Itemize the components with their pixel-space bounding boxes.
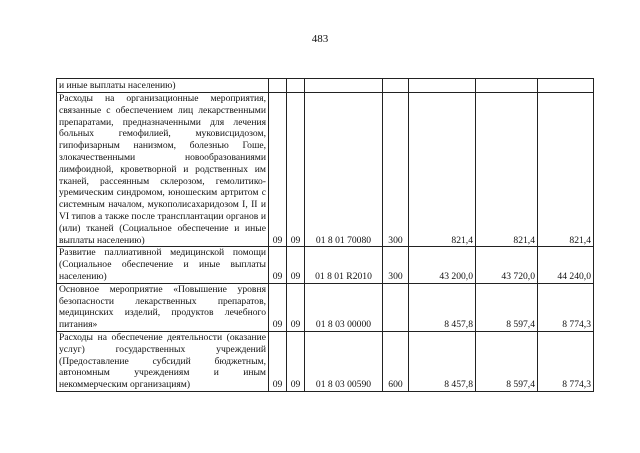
row-expense-type: 300 [383, 247, 409, 283]
table-row [57, 247, 594, 283]
row-section [269, 79, 287, 93]
row-name: Расходы на организационные мероприятия, связанные с обеспечением лиц лекарственными препаратами, предназначенными для лечения больных гемофилией, муковисцидозом, гипофизарным нанизмом, болезнью Гоше, злокачественными новообразованиями лимфоидной, кроветворной и родственных им тканей, рассеянным склерозом, гемолитико-уремическим синдромом, юношеским артритом с системным началом, мукополисахаридозом I, II и VI типов а также после трансплантации органов и (или) тканей (Социальное обеспечение и иные выплаты населению) [57, 93, 269, 247]
row-amount-year3: 821,4 [538, 93, 594, 247]
row-section: 09 [269, 331, 287, 391]
row-expense-type [383, 79, 409, 93]
row-name: Расходы на обеспечение деятельности (оказание услуг) государственных учреждений (Предоставление субсидий бюджетным, автономным учреждениям и иным некоммерческим организациям) [57, 331, 269, 391]
table-row [57, 283, 594, 331]
row-expense-type [383, 283, 409, 331]
row-amount-year3: 8 774,3 [538, 331, 594, 391]
row-amount-year1 [409, 79, 476, 93]
budget-table [56, 78, 594, 392]
row-amount-year2: 821,4 [476, 93, 538, 247]
row-subsection: 09 [287, 247, 305, 283]
row-target-code: 01 8 01 70080 [305, 93, 383, 247]
row-target-code: 01 8 03 00000 [305, 283, 383, 331]
row-subsection: 09 [287, 93, 305, 247]
row-name: Основное мероприятие «Повышение уровня безопасности лекарственных препаратов, медицинских изделий, продуктов лечебного питания» [57, 283, 269, 331]
row-amount-year1: 821,4 [409, 93, 476, 247]
row-amount-year3 [538, 79, 594, 93]
row-target-code [305, 79, 383, 93]
row-amount-year2: 8 597,4 [476, 283, 538, 331]
row-expense-type: 300 [383, 93, 409, 247]
row-subsection: 09 [287, 331, 305, 391]
row-expense-type: 600 [383, 331, 409, 391]
row-section: 09 [269, 247, 287, 283]
row-section: 09 [269, 283, 287, 331]
row-amount-year2: 8 597,4 [476, 331, 538, 391]
table-row [57, 93, 594, 247]
row-subsection: 09 [287, 283, 305, 331]
table-row [57, 79, 594, 93]
row-amount-year2 [476, 79, 538, 93]
row-amount-year2: 43 720,0 [476, 247, 538, 283]
row-section: 09 [269, 93, 287, 247]
row-amount-year3: 44 240,0 [538, 247, 594, 283]
row-amount-year1: 43 200,0 [409, 247, 476, 283]
row-amount-year1: 8 457,8 [409, 283, 476, 331]
row-amount-year3: 8 774,3 [538, 283, 594, 331]
row-target-code: 01 8 01 R2010 [305, 247, 383, 283]
row-amount-year1: 8 457,8 [409, 331, 476, 391]
row-name: и иные выплаты населению) [57, 79, 269, 93]
table-row [57, 331, 594, 391]
row-subsection [287, 79, 305, 93]
row-name: Развитие паллиативной медицинской помощи (Социальное обеспечение и иные выплаты населению) [57, 247, 269, 283]
row-target-code: 01 8 03 00590 [305, 331, 383, 391]
page-number: 483 [311, 33, 329, 45]
